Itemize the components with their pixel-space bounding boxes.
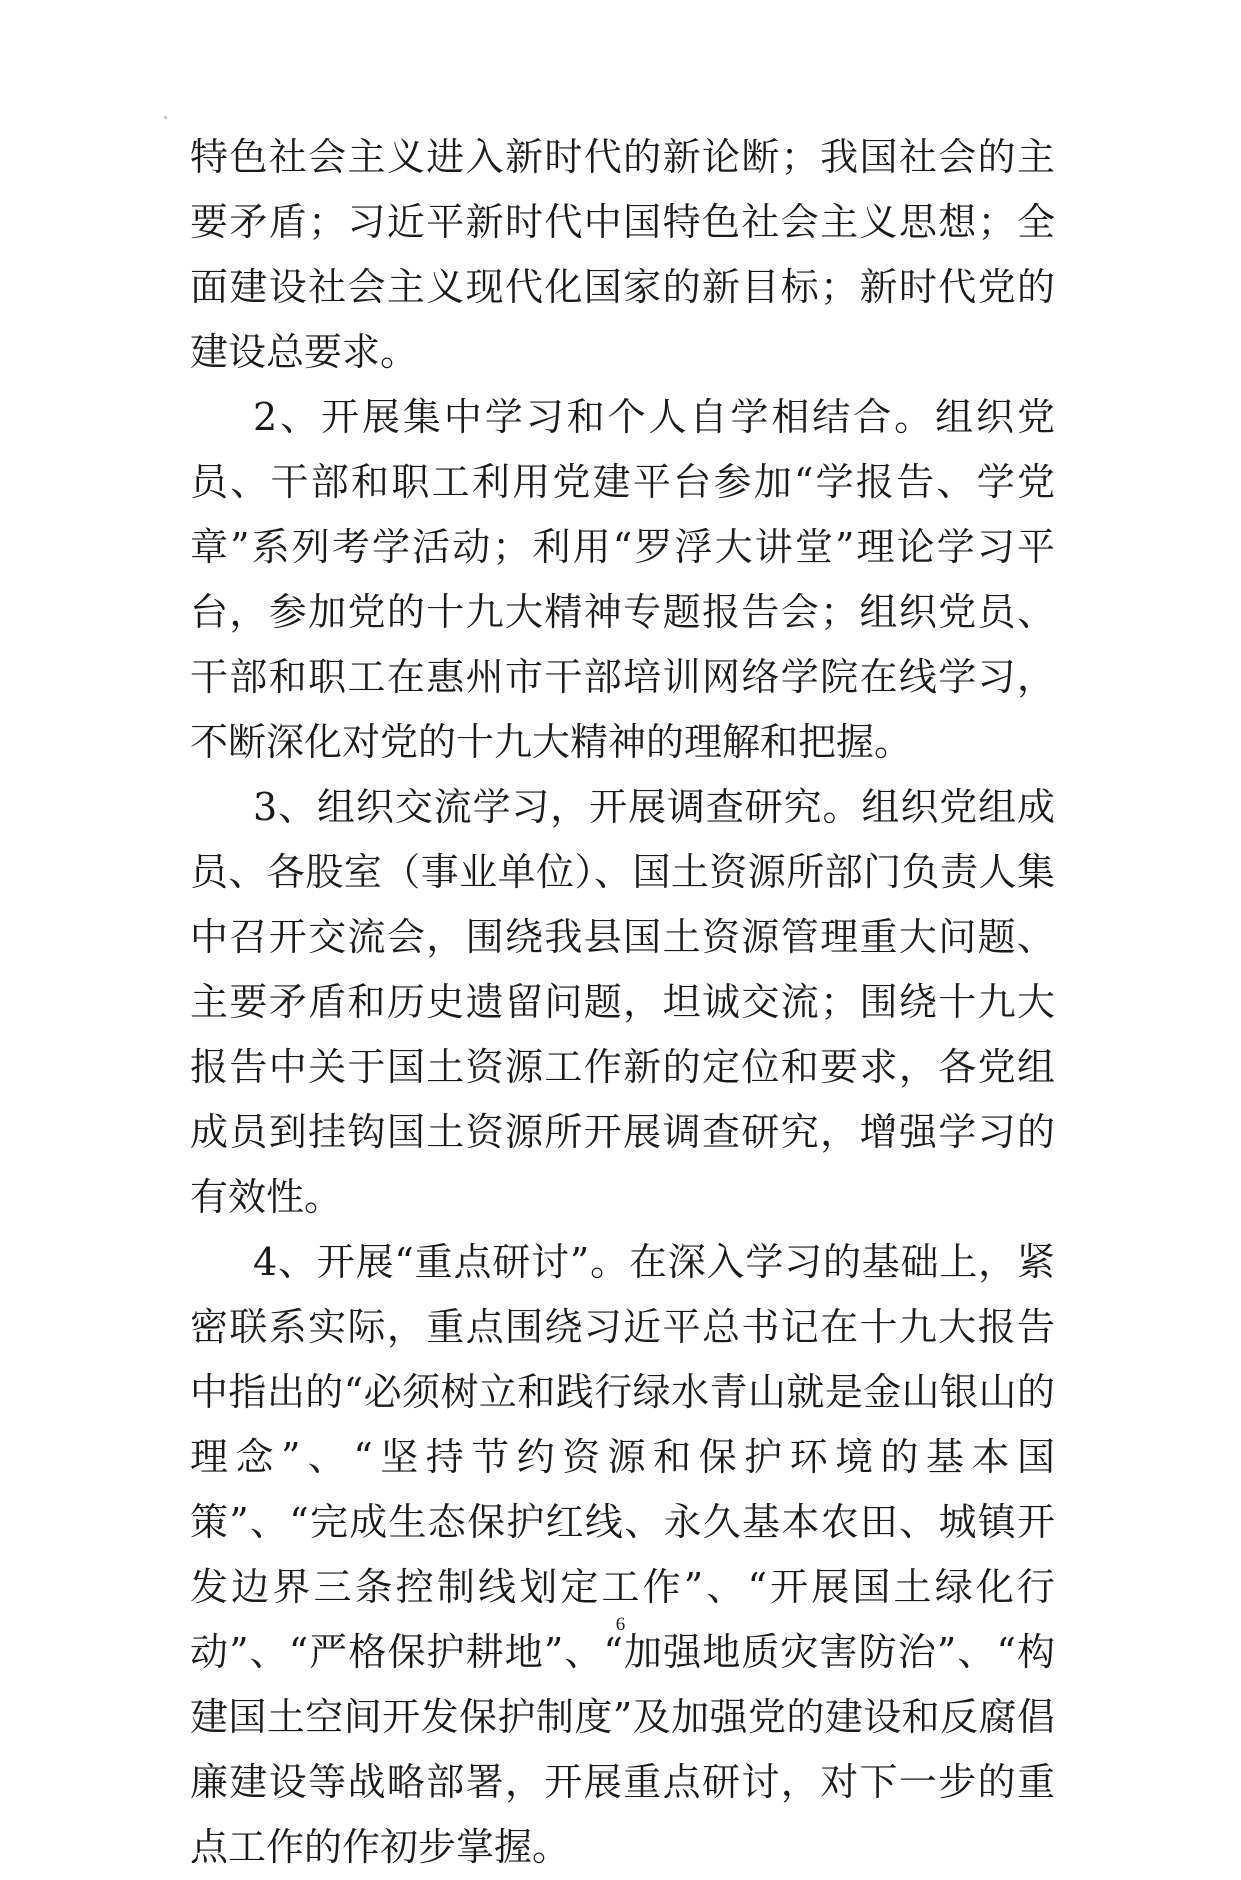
page-number: 6 — [615, 1614, 626, 1635]
paragraph-continuation: 特色社会主义进入新时代的新论断；我国社会的主要矛盾；习近平新时代中国特色社会主义思想；全面建设社会主义现代化国家的新目标；新时代党的建设总要求。 — [190, 135, 1055, 374]
paragraph-item-4: 4、开展“重点研讨”。在深入学习的基础上，紧密联系实际，重点围绕习近平总书记在十九大报告中指出的“必须树立和践行绿水青山就是金山银山的理念”、“坚持节约资源和保护环境的基本国策”、“完成生态保护红线、永久基本农田、城镇开发边界三条控制线划定工作”、“开展国土绿化行动”、“严格保护耕地”、“加强地质灾害防治”、“构建国土空间开发保护制度”及加强党的建设和反腐倡廉建设等战略部署，开展重点研讨，对下一步的重点工作的作初步掌握。 — [190, 1240, 1055, 1869]
paragraph-item-3: 3、组织交流学习，开展调查研究。组织党组成员、各股室（事业单位）、国土资源所部门负责人集中召开交流会，围绕我县国土资源管理重大问题、主要矛盾和历史遗留问题，坦诚交流；围绕十九大报告中关于国土资源工作新的定位和要求，各党组成员到挂钩国土资源所开展调查研究，增强学习的有效性。 — [190, 785, 1055, 1219]
scan-speck — [164, 116, 167, 119]
paragraph-item-2: 2、开展集中学习和个人自学相结合。组织党员、干部和职工利用党建平台参加“学报告、学党章”系列考学活动；利用“罗浮大讲堂”理论学习平台，参加党的十九大精神专题报告会；组织党员、干部和职工在惠州市干部培训网络学院在线学习，不断深化对党的十九大精神的理解和把握。 — [190, 395, 1055, 764]
